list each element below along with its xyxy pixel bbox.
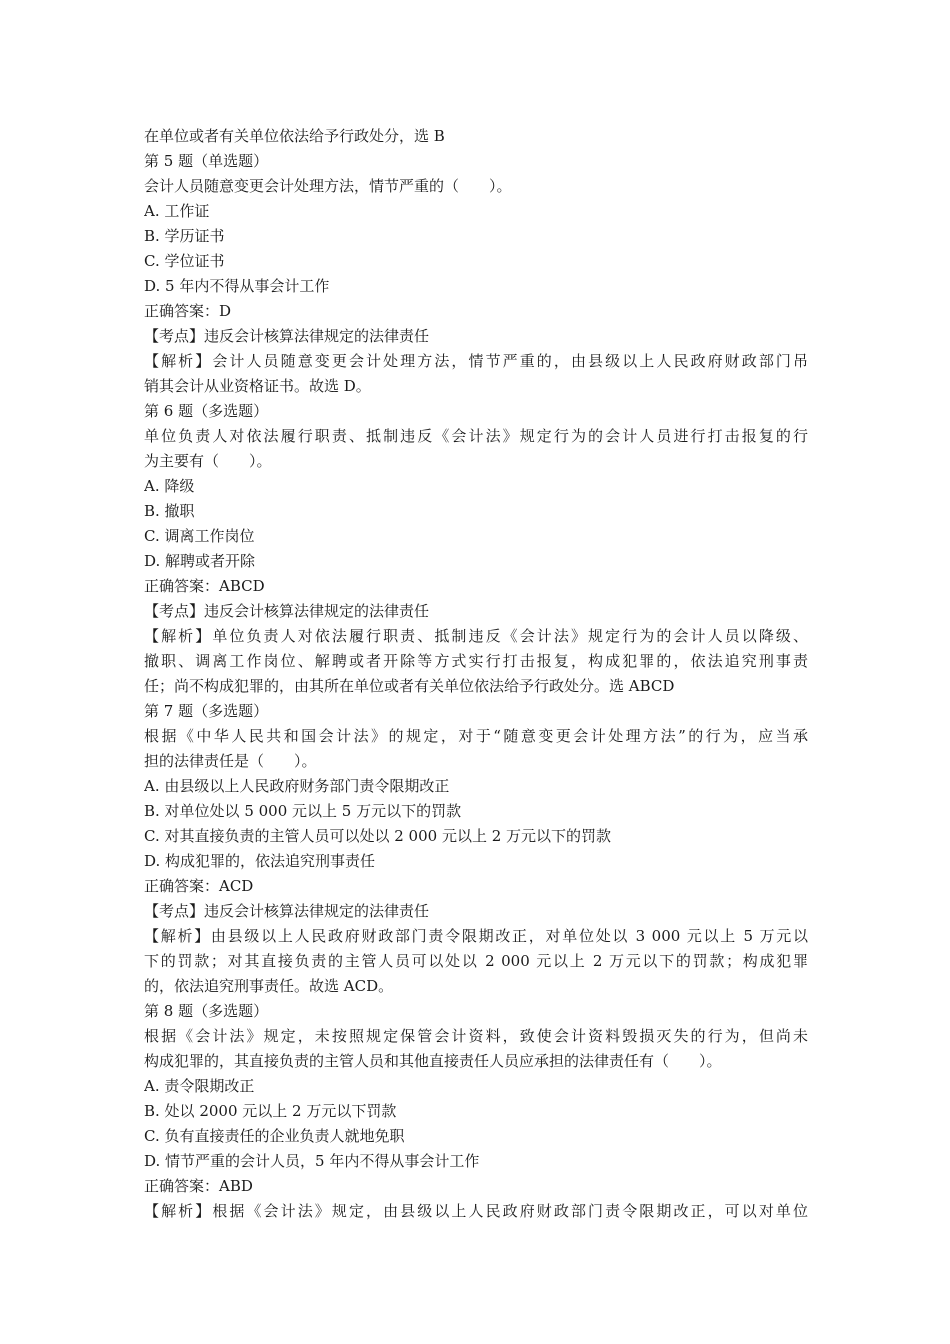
option-c: C. 调离工作岗位 (144, 527, 255, 545)
option-b: B. 对单位处以 5 000 元以上 5 万元以下的罚款 (144, 802, 462, 820)
correct-answer: 正确答案：ABD (144, 1177, 253, 1195)
analysis-line: 的，依法追究刑事责任。故选 ACD。 (144, 977, 394, 995)
option-b: B. 撤职 (144, 502, 195, 520)
analysis-line: 销其会计从业资格证书。故选 D。 (144, 377, 371, 395)
key-point: 【考点】违反会计核算法律规定的法律责任 (144, 327, 430, 345)
correct-answer: 正确答案：ACD (144, 877, 254, 895)
document-page (144, 124, 808, 1224)
key-point: 【考点】违反会计核算法律规定的法律责任 (144, 602, 430, 620)
correct-answer: 正确答案：ABCD (144, 577, 265, 595)
option-b: B. 学历证书 (144, 227, 225, 245)
option-a: A. 降级 (144, 477, 195, 495)
question-stem: 根据《中华人民共和国会计法》的规定，对于“随意变更会计处理方法”的行为，应当承 (144, 727, 808, 745)
analysis-line: 【解析】单位负责人对依法履行职责、抵制违反《会计法》规定行为的会计人员以降级、 (144, 627, 808, 645)
option-d: D. 解聘或者开除 (144, 552, 256, 570)
correct-answer: 正确答案：D (144, 302, 232, 320)
analysis-line: 下的罚款；对其直接负责的主管人员可以处以 2 000 元以上 2 万元以下的罚款；构成犯罪 (144, 952, 808, 970)
option-a: A. 工作证 (144, 202, 210, 220)
question-heading: 第 6 题（多选题） (144, 402, 269, 420)
question-stem: 会计人员随意变更会计处理方法，情节严重的（ ）。 (144, 177, 512, 195)
question-heading: 第 5 题（单选题） (144, 152, 269, 170)
analysis-line: 任；尚不构成犯罪的，由其所在单位或者有关单位依法给予行政处分。选 ABCD (144, 677, 675, 695)
option-d: D. 构成犯罪的，依法追究刑事责任 (144, 852, 376, 870)
analysis-line: 【解析】根据《会计法》规定，由县级以上人民政府财政部门责令限期改正，可以对单位 (144, 1202, 808, 1220)
option-c: C. 负有直接责任的企业负责人就地免职 (144, 1127, 405, 1145)
text-line: 在单位或者有关单位依法给予行政处分，选 B (144, 127, 445, 145)
analysis-line: 撤职、调离工作岗位、解聘或者开除等方式实行打击报复，构成犯罪的，依法追究刑事责 (144, 652, 808, 670)
option-c: C. 对其直接负责的主管人员可以处以 2 000 元以上 2 万元以下的罚款 (144, 827, 612, 845)
question-heading: 第 7 题（多选题） (144, 702, 269, 720)
option-b: B. 处以 2000 元以上 2 万元以下罚款 (144, 1102, 397, 1120)
analysis-line: 【解析】会计人员随意变更会计处理方法，情节严重的，由县级以上人民政府财政部门吊 (144, 352, 808, 370)
option-a: A. 由县级以上人民政府财务部门责令限期改正 (144, 777, 450, 795)
option-d: D. 5 年内不得从事会计工作 (144, 277, 330, 295)
question-stem: 担的法律责任是（ ）。 (144, 752, 317, 770)
key-point: 【考点】违反会计核算法律规定的法律责任 (144, 902, 430, 920)
question-stem: 根据《会计法》规定，未按照规定保管会计资料，致使会计资料毁损灭失的行为，但尚未 (144, 1027, 808, 1045)
question-stem: 单位负责人对依法履行职责、抵制违反《会计法》规定行为的会计人员进行打击报复的行 (144, 427, 808, 445)
question-stem: 为主要有（ ）。 (144, 452, 272, 470)
analysis-line: 【解析】由县级以上人民政府财政部门责令限期改正，对单位处以 3 000 元以上 5 万元以 (144, 927, 808, 945)
question-heading: 第 8 题（多选题） (144, 1002, 269, 1020)
option-a: A. 责令限期改正 (144, 1077, 255, 1095)
option-d: D. 情节严重的会计人员，5 年内不得从事会计工作 (144, 1152, 480, 1170)
question-stem: 构成犯罪的，其直接负责的主管人员和其他直接责任人员应承担的法律责任有（ ）。 (144, 1052, 722, 1070)
option-c: C. 学位证书 (144, 252, 225, 270)
